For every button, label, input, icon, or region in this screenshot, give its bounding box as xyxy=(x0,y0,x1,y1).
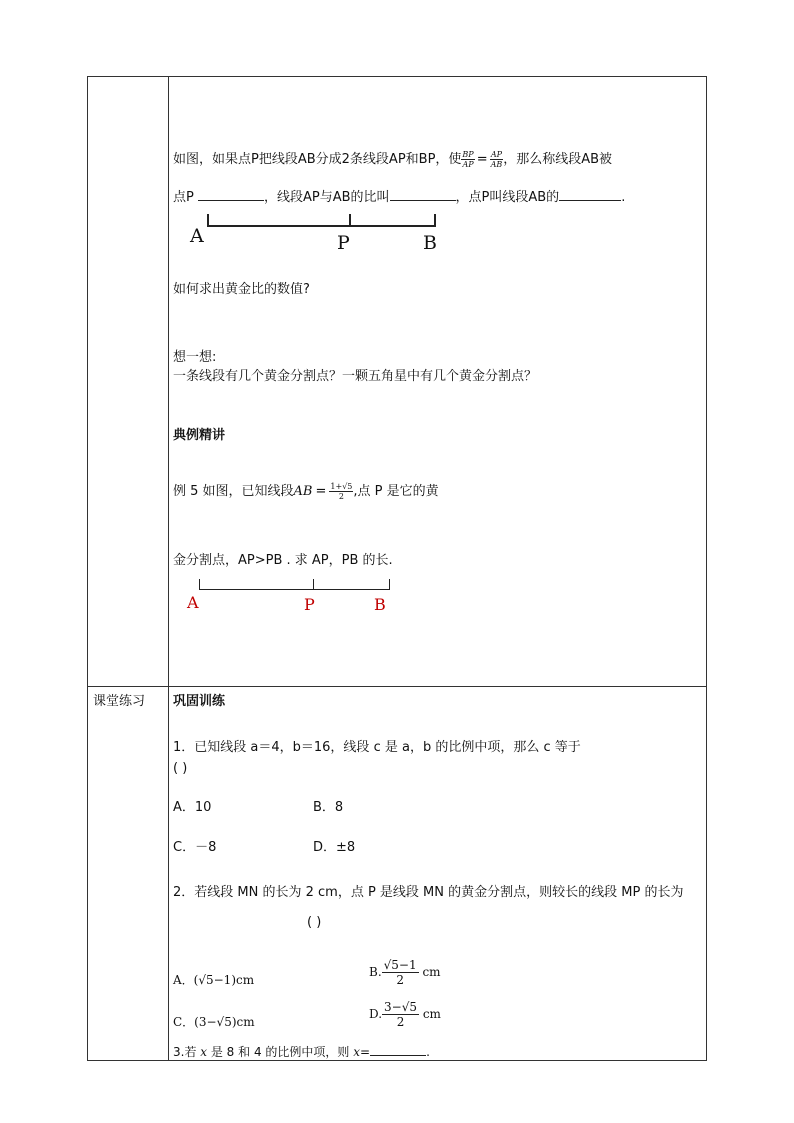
q1-stem: 1．已知线段 a＝4，b＝16，线段 c 是 a，b 的比例中项，那么 c 等于 xyxy=(173,740,581,755)
equals-sign: = xyxy=(315,484,327,499)
q3-text: 3.若 xyxy=(173,1045,201,1059)
length-fraction xyxy=(329,482,353,501)
q2-option-b[interactable] xyxy=(369,958,441,987)
definition-text: 如图，如果点P把线段AB分成2条线段AP和BP，使 xyxy=(173,152,462,167)
segment-line xyxy=(207,225,436,227)
equals-sign: = xyxy=(360,1045,371,1059)
unit: cm xyxy=(422,965,441,979)
definition-line-1 xyxy=(173,150,612,169)
variable-x: x xyxy=(200,1045,208,1059)
equals-sign: = xyxy=(476,152,488,167)
variable-x: x xyxy=(353,1045,360,1059)
tick-p xyxy=(313,579,314,590)
practice-label: 课堂练习 xyxy=(93,694,146,709)
fraction-denominator: 2 xyxy=(396,1015,405,1029)
fraction-numerator: 3−√5 xyxy=(384,1000,417,1014)
tick-a xyxy=(199,579,200,590)
q1-option-b[interactable]: B．8 xyxy=(313,800,344,815)
definition-text: ，那么称线段AB被 xyxy=(503,152,613,167)
tick-a xyxy=(207,214,209,227)
definition-text: . xyxy=(621,190,626,205)
option-letter: D. xyxy=(369,1007,383,1021)
example-text: ,点 P 是它的黄 xyxy=(353,484,439,499)
ratio-ap-ab xyxy=(490,150,504,169)
fill-blank[interactable] xyxy=(390,188,456,201)
ratio-numerator: BP xyxy=(462,150,474,159)
ratio-denominator: AP xyxy=(462,160,474,169)
column-divider xyxy=(168,77,169,1060)
q1-option-c[interactable]: C．－8 xyxy=(173,840,217,855)
q2-option-a[interactable]: A．(√5−1)cm xyxy=(173,973,255,987)
label-a: A xyxy=(187,593,199,612)
definition-text: 点P xyxy=(173,190,194,205)
tick-b xyxy=(389,579,390,590)
q3-text: . xyxy=(426,1045,430,1059)
ratio-denominator: AB xyxy=(490,160,503,169)
fill-blank[interactable] xyxy=(198,188,264,201)
tick-b xyxy=(434,214,436,227)
label-p: P xyxy=(337,232,350,254)
question-golden-ratio: 如何求出黄金比的数值? xyxy=(173,282,310,297)
ratio-bp-ap xyxy=(461,150,474,169)
fill-blank[interactable] xyxy=(559,188,621,201)
definition-text: ，线段AP与AB的比叫 xyxy=(263,190,390,205)
example-heading: 典例精讲 xyxy=(173,428,226,443)
think-title: 想一想: xyxy=(173,350,217,365)
example5-line-2: 金分割点，AP>PB . 求 AP，PB 的长. xyxy=(173,553,393,568)
tick-p xyxy=(349,214,351,227)
option-letter: B. xyxy=(369,965,382,979)
label-p: P xyxy=(304,595,315,614)
ratio-numerator: AP xyxy=(490,150,502,159)
label-b: B xyxy=(423,232,437,254)
q3-answer-blank[interactable] xyxy=(370,1043,426,1056)
q1-option-d[interactable]: D．±8 xyxy=(313,840,356,855)
fraction-denominator: 2 xyxy=(338,492,344,501)
example5-line-1 xyxy=(173,482,439,501)
fraction-denominator: 2 xyxy=(396,973,404,987)
q2-option-c[interactable]: C．(3−√5)cm xyxy=(173,1015,255,1029)
practice-heading: 巩固训练 xyxy=(173,694,226,709)
segment-line xyxy=(199,589,390,590)
think-body: 一条线段有几个黄金分割点？一颗五角星中有几个黄金分割点？ xyxy=(173,369,538,384)
fraction-numerator: √5−1 xyxy=(383,958,417,972)
segment-ab: AB xyxy=(293,484,313,499)
q3-stem xyxy=(173,1043,430,1060)
row-divider xyxy=(88,686,706,687)
q2-answer-paren[interactable]: ( ) xyxy=(307,915,322,930)
definition-text: ，点P叫线段AB的 xyxy=(455,190,560,205)
option-fraction xyxy=(382,1000,419,1029)
option-fraction xyxy=(382,958,419,987)
unit: cm xyxy=(422,1007,441,1021)
label-b: B xyxy=(374,595,386,614)
q2-stem: 2．若线段 MN 的长为 2 cm，点 P 是线段 MN 的黄金分割点，则较长的线段 MP 的长为 xyxy=(173,885,684,900)
definition-line-2 xyxy=(173,188,625,206)
q2-option-d[interactable] xyxy=(369,1000,441,1029)
q3-text: 是 8 和 4 的比例中项，则 xyxy=(207,1045,354,1059)
fraction-numerator: 1+√5 xyxy=(330,482,353,491)
label-a: A xyxy=(190,225,204,247)
q1-answer-paren[interactable]: ( ) xyxy=(173,761,188,776)
example-text: 例 5 如图，已知线段 xyxy=(173,484,294,499)
q1-option-a[interactable]: A．10 xyxy=(173,800,212,815)
